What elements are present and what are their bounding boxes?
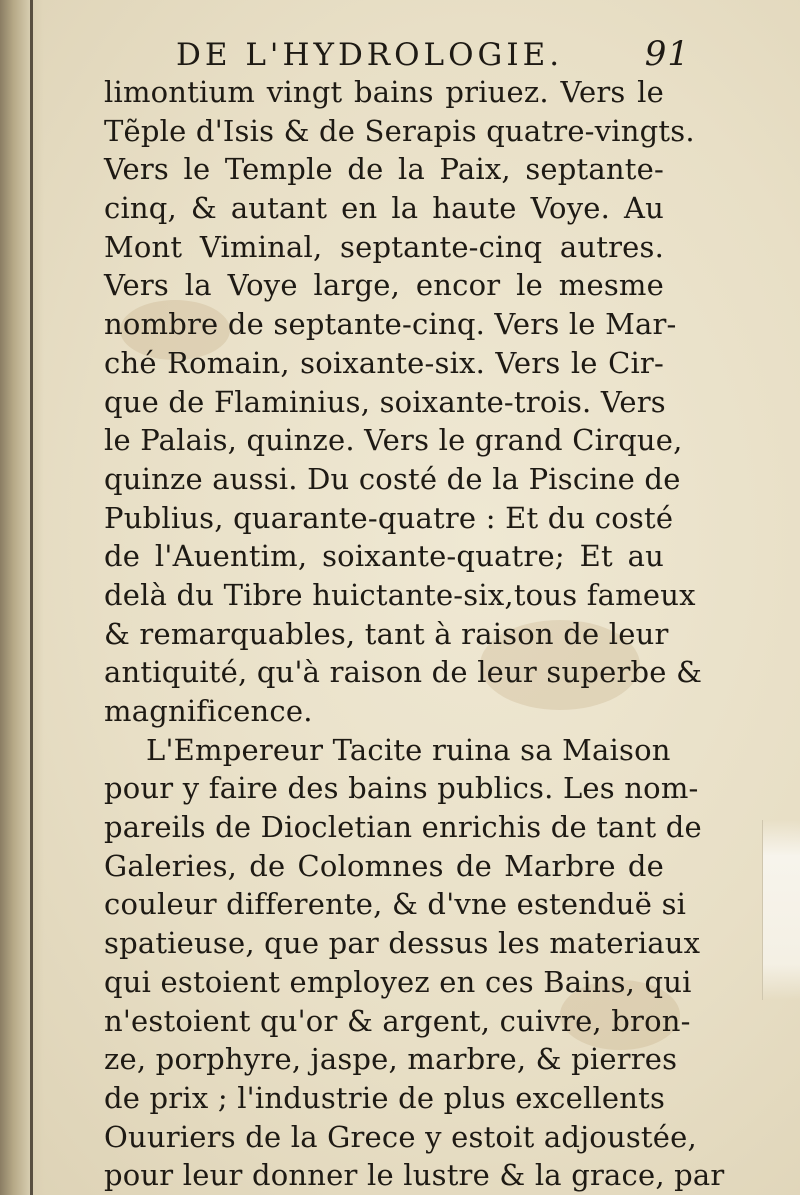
text-line: quinze aussi. Du costé de la Piscine de (104, 461, 681, 496)
text-line: le Palais, quinze. Vers le grand Cirque, (104, 423, 683, 458)
text-line: Ouuriers de la Grece y estoit adjoustée, (104, 1119, 697, 1154)
text-line: & remarquables, tant à raison de leur (104, 616, 669, 651)
text-line: pour leur donner le lustre & la grace, par (104, 1158, 725, 1193)
text-line: spatieuse, que par dessus les materiaux (104, 926, 701, 961)
running-head-title: DE L'HYDROLOGIE. (176, 37, 564, 73)
page-number: 91 (644, 34, 690, 74)
text-line: Tẽple d'Isis & de Serapis quatre-vingts. (104, 113, 695, 148)
text-line: delà du Tibre huictante-six,tous fameux (104, 577, 696, 612)
running-head (176, 34, 690, 78)
binding-shadow (0, 0, 44, 1195)
binding-gutter-line (30, 0, 33, 1195)
text-line: antiquité, qu'à raison de leur superbe & (104, 655, 703, 690)
text-line: qui estoient employez en ces Bains, qui (104, 964, 692, 999)
text-line: couleur differente, & d'vne estenduë si (104, 887, 687, 922)
text-line: limontium vingt bains priuez. Vers le (104, 75, 664, 109)
text-line: magnificence. (104, 694, 313, 728)
text-line: pareils de Diocletian enrichis de tant de (104, 810, 702, 845)
text-line: Galeries, de Colomnes de Marbre de (104, 848, 664, 883)
text-line: de prix ; l'industrie de plus excellents (104, 1080, 666, 1115)
text-line: Mont Viminal, septante-cinq autres. (104, 229, 664, 264)
text-line: ze, porphyre, jaspe, marbre, & pierres (104, 1042, 678, 1077)
text-line: Vers la Voye large, encor le mesme (104, 268, 664, 303)
text-line: cinq, & autant en la haute Voye. Au (104, 191, 664, 226)
text-line: ché Romain, soixante-six. Vers le Cir- (104, 345, 664, 380)
text-line: nombre de septante-cinq. Vers le Mar- (104, 307, 677, 342)
text-line: pour y faire des bains publics. Les nom- (104, 771, 699, 806)
paragraph-first-line: L'Empereur Tacite ruina sa Maison (146, 732, 671, 767)
paper-tear-edge (762, 820, 800, 1000)
text-line: de l'Auentim, soixante-quatre; Et au (104, 539, 664, 574)
text-line: n'estoient qu'or & argent, cuivre, bron- (104, 1003, 691, 1038)
text-line: que de Flaminius, soixante-trois. Vers (104, 384, 666, 419)
text-line: Publius, quarante-quatre : Et du costé (104, 500, 674, 535)
body-text (104, 73, 725, 1195)
text-line: Vers le Temple de la Paix, septante- (104, 152, 664, 187)
